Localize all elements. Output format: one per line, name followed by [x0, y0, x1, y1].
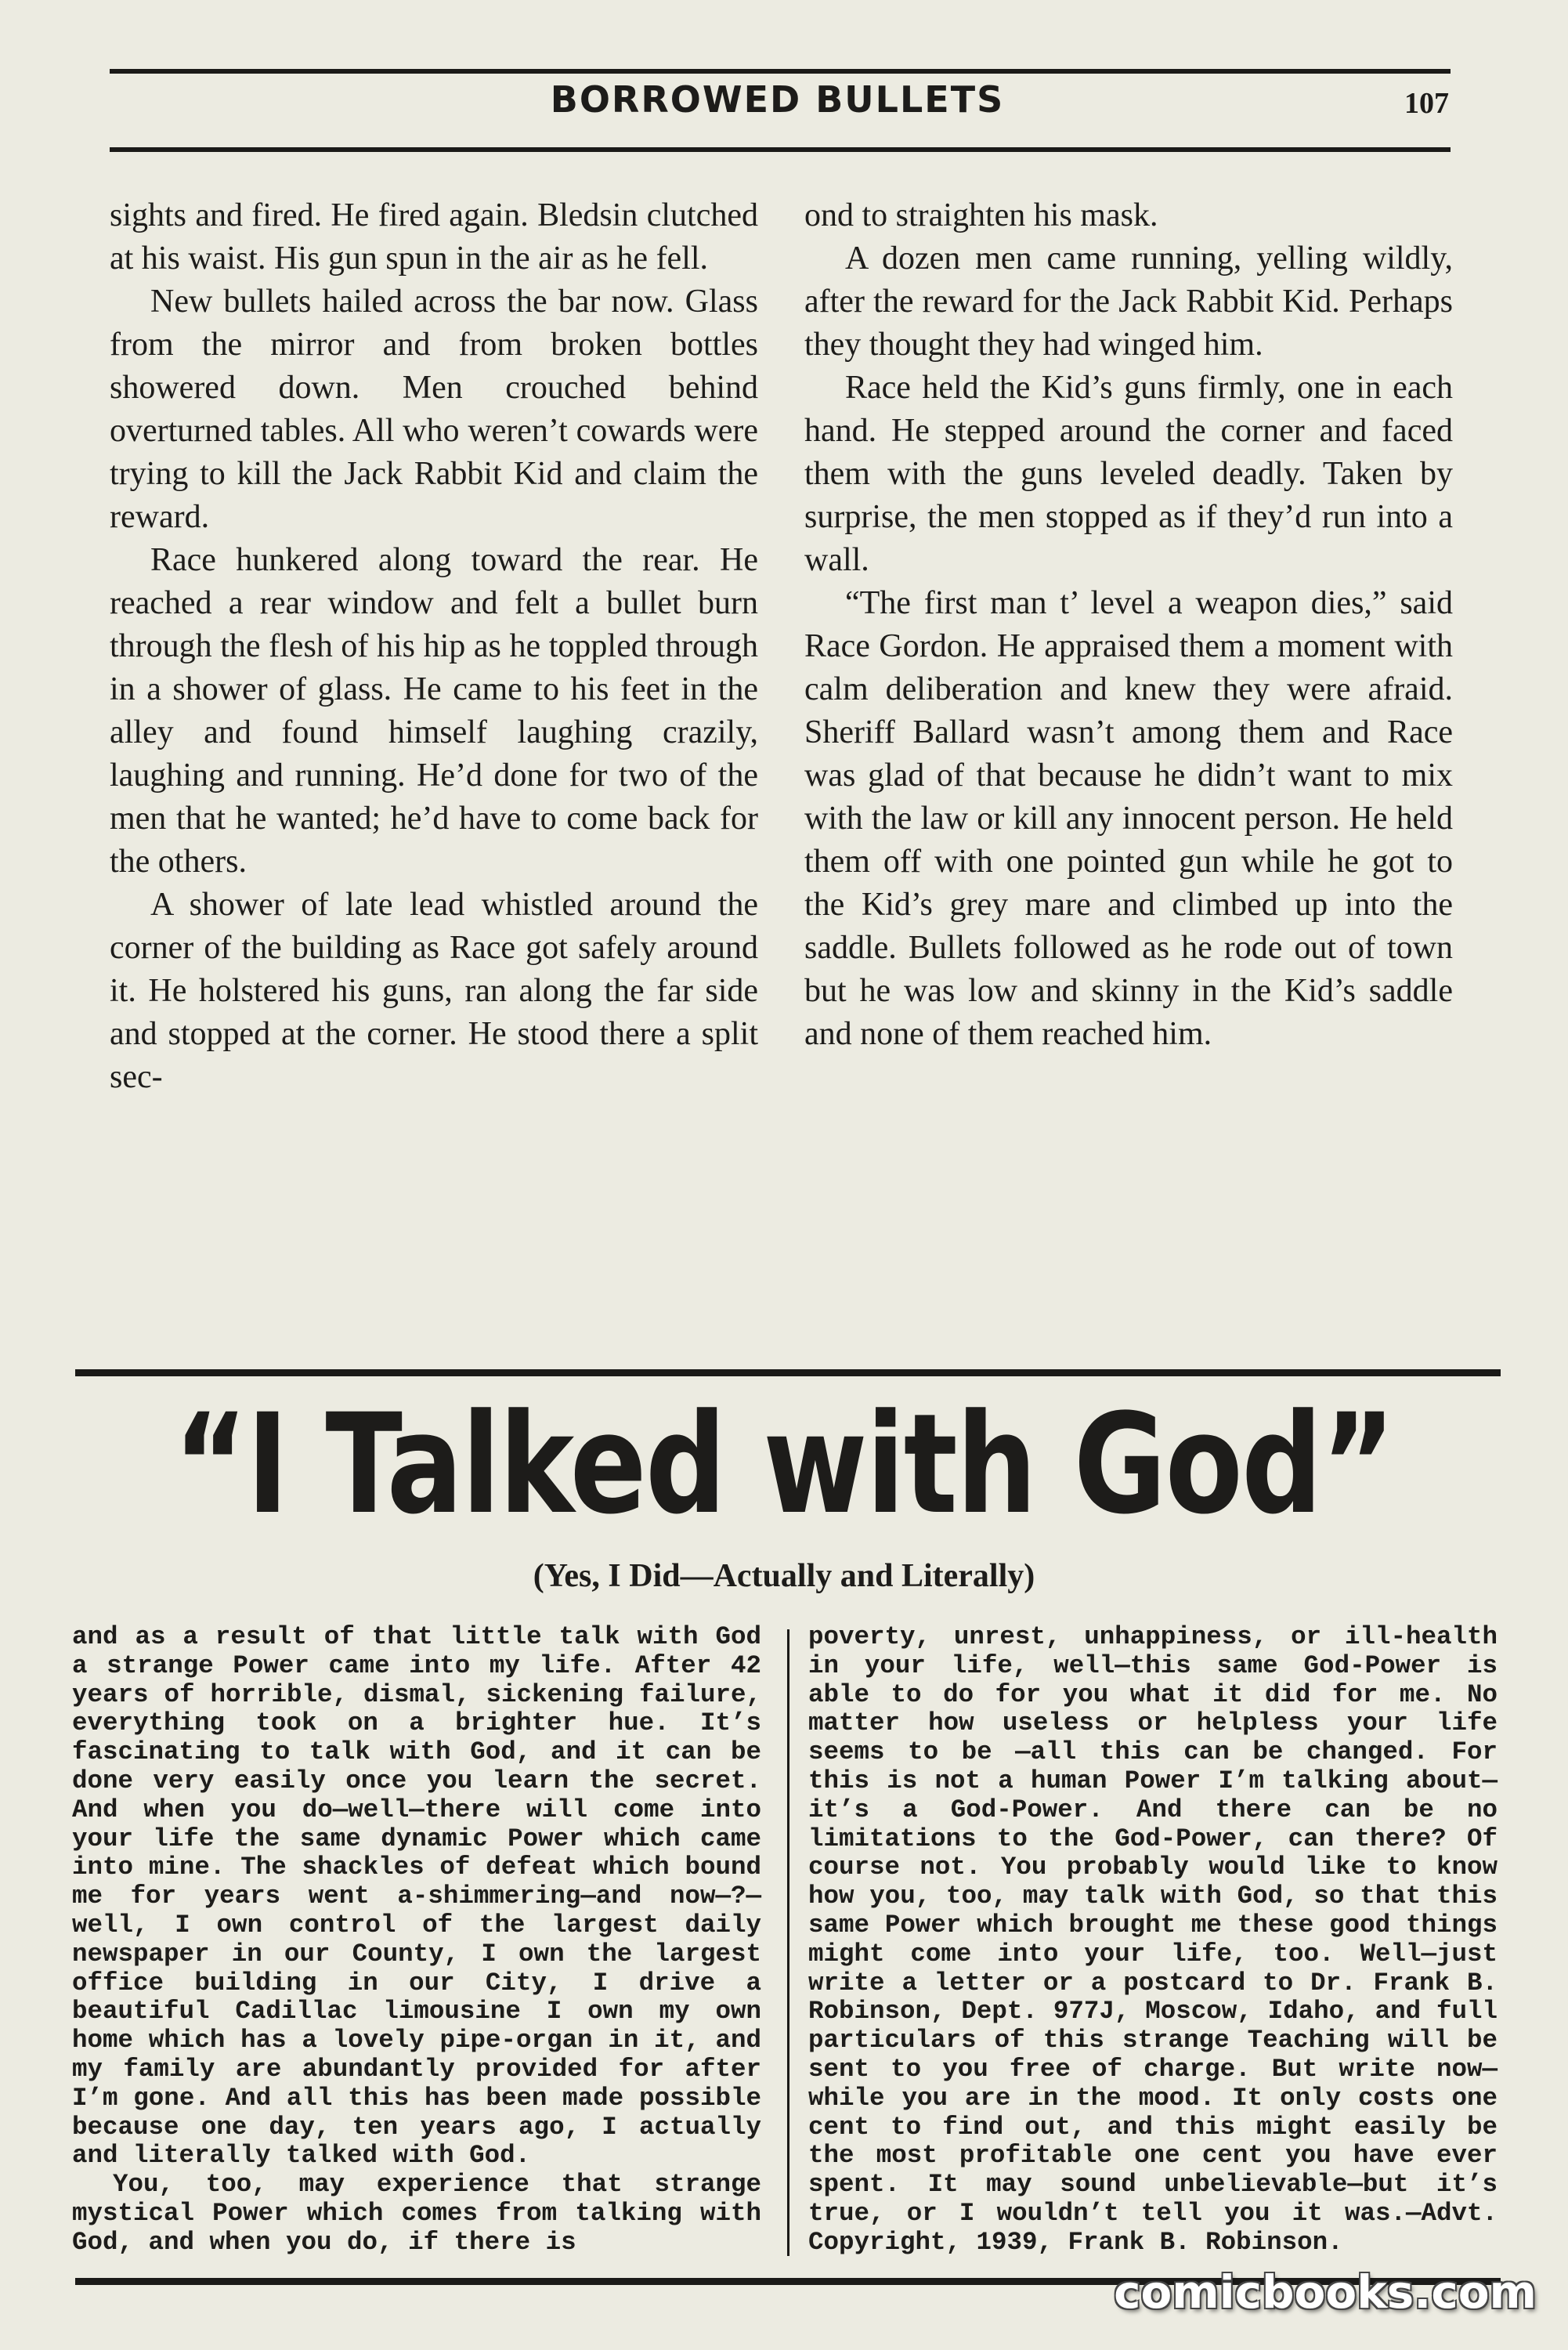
story-paragraph: ond to straighten his mask.	[804, 197, 1158, 233]
header-rule-top	[110, 69, 1451, 74]
running-head-title: BORROWED BULLETS	[550, 78, 1005, 121]
story-column-right	[804, 194, 1453, 1056]
ad-paragraph: and as a result of that little talk with God a strange Power came into my life. After 42 years of horrible, dismal, sickening failure, everything took on a brighter hue. It’s fascinating to talk with God, and it can be done very easily once you learn the secret. And when you do—well—there will come into your life the same dynamic Power which came into mine. The shackles of defeat which bound me for years went a-shimmering—and now—?—well, I own control of the largest daily newspaper in our County, I own the largest office building in our City, I drive a beautiful Cadillac limousine I own my own home which has a lovely pipe-organ in it, and my family are abundantly provided for after I’m gone. And all this has been made possible because one day, ten years ago, I actually and literally talked with God.	[72, 1622, 761, 2171]
ad-rule-top	[75, 1369, 1501, 1376]
story-paragraph: “The first man t’ level a weapon dies,” said Race Gordon. He appraised them a moment with calm deliberation and knew they were afraid. Sheriff Ballard wasn’t among them and Race was glad of that because he didn’t want to mix with the law or kill any innocent person. He held them off with one pointed gun while he got to the Kid’s grey mare and climbed up into the saddle. Bullets followed as he rode out of town but he was low and skinny in the Kid’s saddle and none of them reached him.	[804, 585, 1453, 1052]
header-rule-bottom	[110, 147, 1451, 152]
watermark-logo: comicbooks.com	[1114, 2265, 1537, 2319]
ad-paragraph: poverty, unrest, unhappiness, or ill-health in your life, well—this same God-Power is able to do for you what it did for me. No matter how useless or helpless your life seems to be —all this can be changed. For this is not a human Power I’m talking about—it’s a God-Power. And there can be no limitations to the God-Power, can there? Of course not. You probably would like to know how you, too, may talk with God, so that this same Power which brought me these good things might come into your life, too. Well—just write a letter or a postcard to Dr. Frank B. Robinson, Dept. 977J, Moscow, Idaho, and full particulars of this strange Teaching will be sent to you free of charge. But write now—while you are in the mood. It only costs one cent to find out, and this might easily be the most profitable one cent you have ever spent. It may sound unbelievable—but it’s true, or I wouldn’t tell you it was.—Advt. Copyright, 1939, Frank B. Robinson.	[808, 1622, 1498, 2257]
ad-column-right	[808, 1623, 1498, 2258]
story-paragraph: A dozen men came running, yelling wildly, after the reward for the Jack Rabbit Kid. Perhaps they thought they had winged him.	[804, 240, 1453, 363]
ad-subheadline: (Yes, I Did—Actually and Literally)	[533, 1558, 1035, 1594]
ad-headline: “I Talked with God”	[173, 1384, 1395, 1545]
story-paragraph: New bullets hailed across the bar now. Glass from the mirror and from broken bottles showered down. Men crouched behind overturned tables. All who weren’t cowards were trying to kill the Jack Rabbit Kid and claim the reward.	[110, 284, 758, 535]
ad-column-divider	[787, 1629, 789, 2256]
story-paragraph: Race held the Kid’s guns firmly, one in each hand. He stepped around the corner and faced them with the guns leveled deadly. Taken by surprise, the men stopped as if they’d run into a wall.	[804, 370, 1453, 578]
story-paragraph: A shower of late lead whistled around the corner of the building as Race got safely around it. He holstered his guns, ran along the far side and stopped at the corner. He stood there a split sec-	[110, 887, 758, 1095]
story-paragraph: sights and fired. He fired again. Bledsin clutched at his waist. His gun spun in the air as he fell.	[110, 197, 758, 277]
story-paragraph: Race hunkered along toward the rear. He reached a rear window and felt a bullet burn through the flesh of his hip as he toppled through in a shower of glass. He came to his feet in the alley and found himself laughing crazily, laughing and running. He’d done for two of the men that he wanted; he’d have to come back for the others.	[110, 542, 758, 880]
page-number: 107	[1404, 87, 1449, 120]
ad-column-left	[72, 1623, 761, 2258]
ad-paragraph: You, too, may experience that strange mystical Power which comes from talking with God, and when you do, if there is	[72, 2170, 761, 2257]
story-column-left	[110, 194, 758, 1099]
